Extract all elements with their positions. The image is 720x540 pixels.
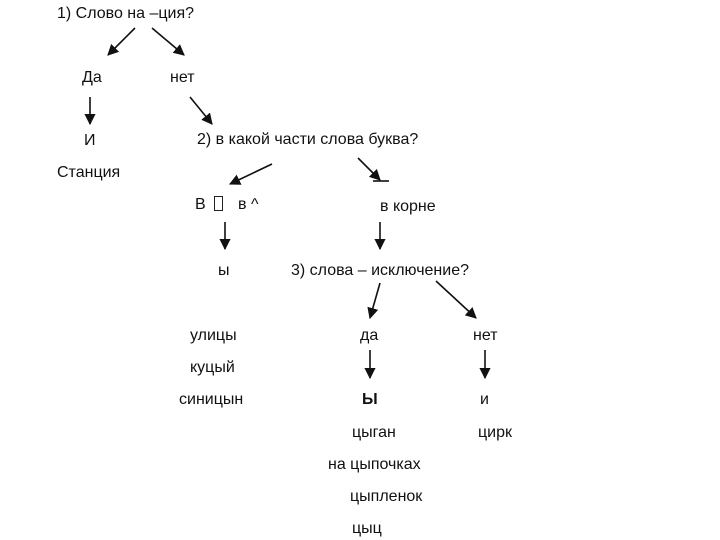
answer-yes-1: Да bbox=[82, 69, 102, 86]
example-tsyts: цыц bbox=[352, 520, 382, 537]
question-1: 1) Слово на –ция? bbox=[57, 5, 195, 22]
example-sinitsyn: синицын bbox=[179, 391, 244, 408]
arrow-no-to-q2 bbox=[190, 97, 212, 124]
missing-glyph-box bbox=[214, 196, 223, 211]
answer-no-1: нет bbox=[170, 69, 195, 86]
arrow-q2-to-root bbox=[358, 158, 380, 180]
example-tsirk: цирк bbox=[478, 424, 512, 441]
arrow-q2-to-suffix bbox=[230, 164, 272, 184]
result-letter-i: И bbox=[84, 132, 96, 149]
option-in-root: в корне bbox=[380, 198, 436, 215]
option-in-suffix: в ^ bbox=[238, 196, 259, 213]
arrow-q1-to-yes bbox=[108, 28, 135, 55]
example-tsyplenok: цыпленок bbox=[350, 488, 423, 505]
example-ulitsy: улицы bbox=[190, 327, 237, 344]
answer-no-3: нет bbox=[473, 327, 498, 344]
result-letter-y: ы bbox=[218, 262, 230, 279]
result-letter-y-capital: Ы bbox=[362, 391, 378, 408]
question-3: 3) слова – исключение? bbox=[291, 262, 469, 279]
result-letter-i-small: и bbox=[480, 391, 489, 408]
arrow-q3-to-yes bbox=[370, 283, 380, 318]
question-2: 2) в какой части слова буква? bbox=[197, 131, 419, 148]
arrow-q1-to-no bbox=[152, 28, 184, 55]
example-stantsiya: Станция bbox=[57, 164, 121, 181]
example-tsygan: цыган bbox=[352, 424, 396, 441]
example-kutsyi: куцый bbox=[190, 359, 235, 376]
example-na-tsypochkakh: на цыпочках bbox=[328, 456, 421, 473]
answer-yes-3: да bbox=[360, 327, 379, 344]
arrow-q3-to-no bbox=[436, 281, 476, 318]
option-v-left: В bbox=[195, 196, 206, 213]
